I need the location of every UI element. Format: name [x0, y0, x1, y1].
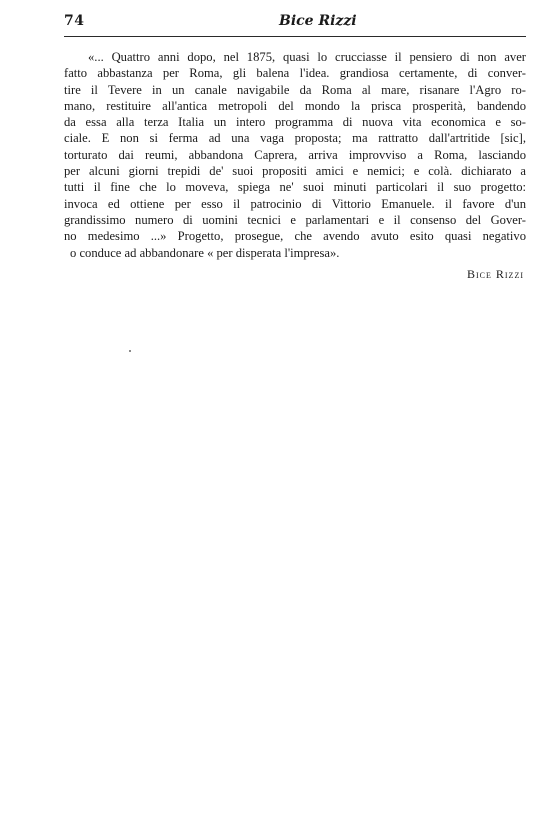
quotation-paragraph: [64, 49, 526, 261]
quote-line: ciale. E non si ferma ad una vaga proposta; ma rattratto dall'artritide [sic],: [64, 131, 526, 146]
quote-line: no medesimo ...» Progetto, prosegue, che avendo avuto esito quasi negativo: [64, 229, 526, 244]
quote-line: da essa alla terza Italia un intero programma di nuova vita economica e so-: [64, 115, 526, 130]
quote-line: tire il Tevere in un canale navigabile da Roma al mare, risanare l'Agro ro-: [64, 82, 526, 97]
quote-line: grandissimo numero di uomini tecnici e parlamentari e il consenso del Gover-: [64, 212, 526, 227]
quote-line: torturato dai reumi, abbandona Caprera, arriva improvviso a Roma, lasciando: [64, 147, 526, 162]
quote-line: invoca ed ottiene per esso il patrocinio di Vittorio Emanuele. il favore d'un: [64, 196, 526, 211]
page-number: 74: [64, 13, 85, 29]
quote-line: per alcuni giorni trepidi de' suoi propositi amici e nemici; e colà. dichiarato a: [64, 164, 526, 179]
quote-line: tutti il fine che lo moveva, spiega ne' suoi minuti particolari il suo progetto:: [64, 180, 526, 195]
running-head: Bice Rizzi: [279, 13, 357, 29]
quote-line: fatto abbastanza per Roma, gli balena l'idea. grandiosa certamente, di conver-: [64, 66, 526, 81]
header-rule: [64, 36, 526, 37]
quote-line: mano, restituire all'antica metropoli del mondo la prisca prosperità, bandendo: [64, 98, 526, 113]
quote-line: «... Quattro anni dopo, nel 1875, quasi lo crucciasse il pensiero di non aver: [88, 50, 526, 64]
quote-line: o conduce ad abbandonare « per disperata l'impresa».: [70, 245, 340, 260]
attribution-author: Bice Rizzi: [467, 267, 524, 281]
scan-speck: [129, 350, 131, 352]
